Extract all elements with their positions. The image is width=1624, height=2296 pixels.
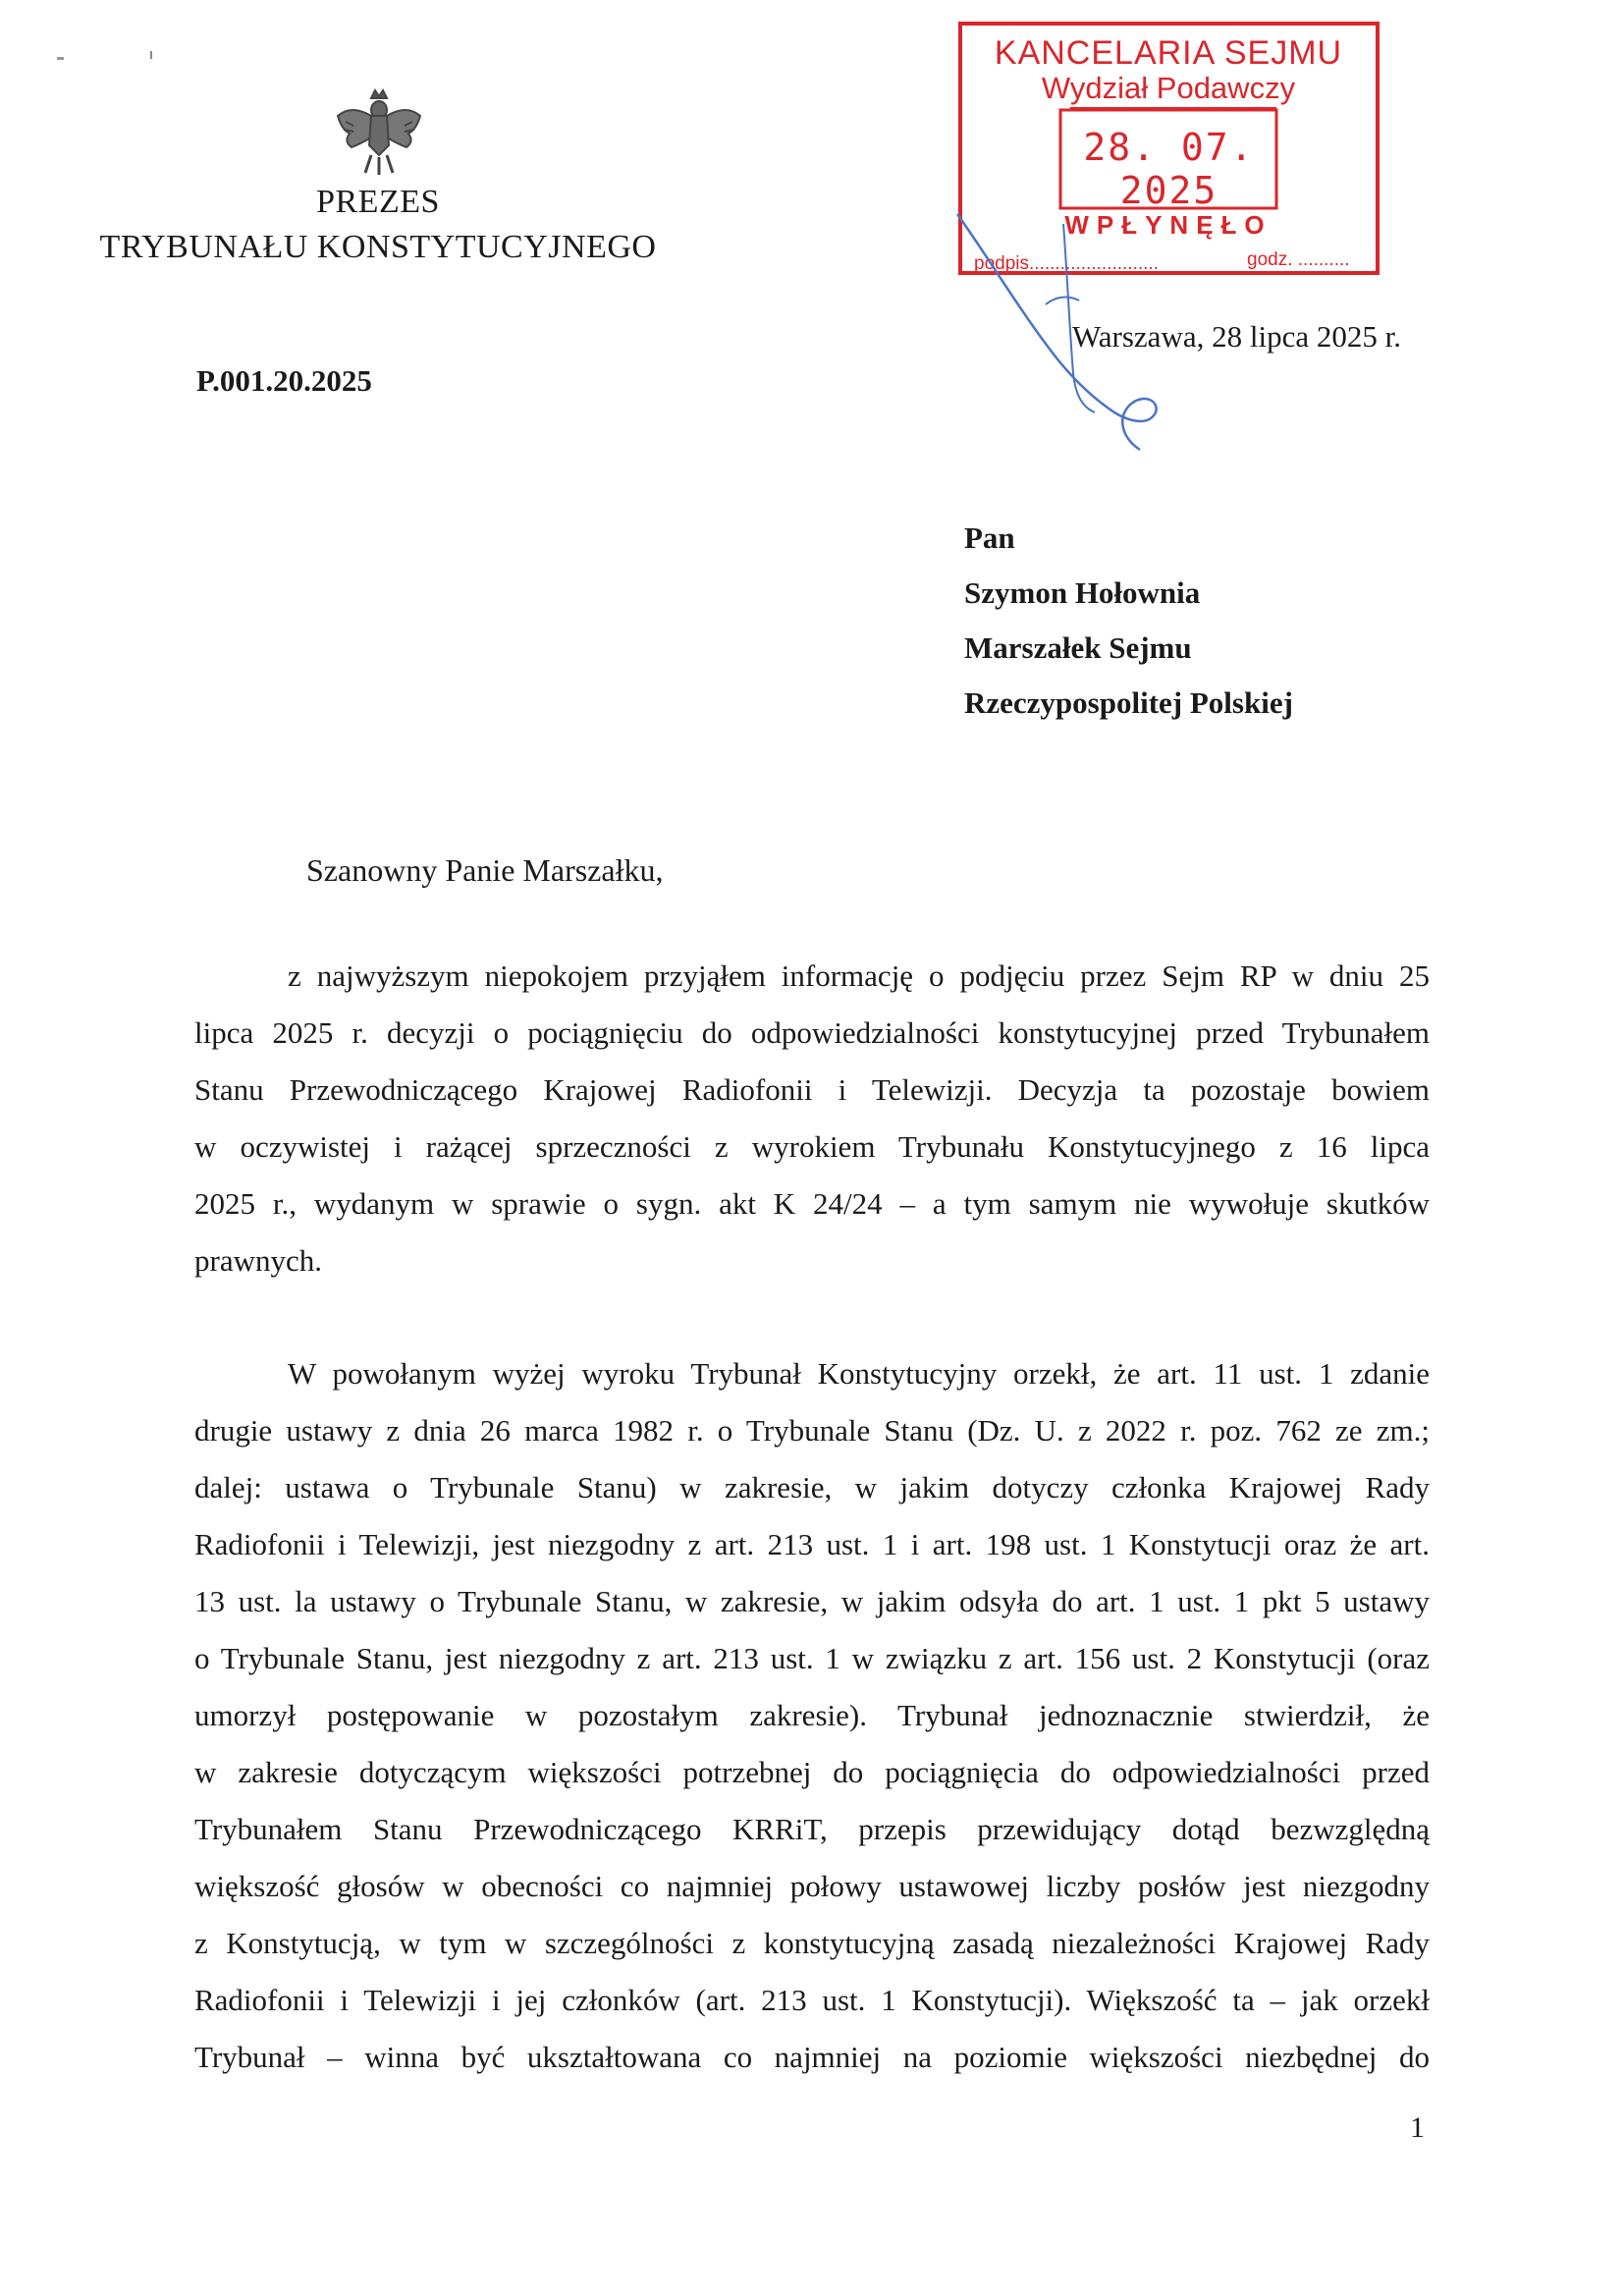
place-and-date: Warszawa, 28 lipca 2025 r. <box>1072 319 1401 354</box>
text-line: drugie ustawy z dnia 26 marca 1982 r. o Trybunale Stanu (Dz. U. z 2022 r. poz. 762 ze zm.; <box>194 1413 1430 1448</box>
paragraph-2 <box>194 1345 1430 2086</box>
stamp-date: 28. 07. 2025 <box>1083 126 1255 212</box>
stamp-received: WPŁYNĘŁO <box>1064 210 1272 240</box>
paragraph-1 <box>194 948 1430 1289</box>
text-line: Radiofonii i Telewizji, jest niezgodny z art. 213 ust. 1 i art. 198 ust. 1 Konstytucji oraz że art. <box>194 1527 1430 1561</box>
text-line: w oczywistej i rażącej sprzeczności z wyrokiem Trybunału Konstytucyjnego z 16 lipca <box>194 1129 1430 1164</box>
stamp-hour-field: godz. .......... <box>1247 249 1350 270</box>
text-line: Radiofonii i Telewizji i jej członków (art. 213 ust. 1 Konstytucji). Większość ta – jak orzekł <box>194 1983 1430 2017</box>
text-line: umorzył postępowanie w pozostałym zakresie). Trybunał jednoznacznie stwierdził, że <box>194 1698 1430 1732</box>
polish-eagle-emblem-icon <box>332 86 426 177</box>
stamp-department: Wydział Podawczy <box>1041 71 1296 105</box>
salutation: Szanowny Panie Marszałku, <box>306 852 664 888</box>
text-line: lipca 2025 r. decyzji o pociągnięciu do odpowiedzialności konstytucyjnej przed Trybunałem <box>194 1015 1430 1050</box>
addressee-line: Pan <box>964 520 1015 555</box>
text-line: Trybunał – winna być ukształtowana co najmniej na poziomie większości niezbędnej do <box>194 2040 1430 2074</box>
organization-title: PREZES <box>316 184 440 220</box>
stamp-signature-field: podpis......................... <box>974 253 1159 274</box>
organization-subtitle: TRYBUNAŁU KONSTYTUCYJNEGO <box>99 229 657 265</box>
organization-name <box>59 180 697 270</box>
text-line: Stanu Przewodniczącego Krajowej Radiofonii i Telewizji. Decyzja ta pozostaje bowiem <box>194 1072 1430 1107</box>
text-line: 13 ust. la ustawy o Trybunale Stanu, w zakresie, w jakim odsyła do art. 1 ust. 1 pkt 5 ustawy <box>194 1584 1430 1618</box>
addressee-line: Szymon Hołownia <box>964 575 1201 610</box>
text-line: w zakresie dotyczącym większości potrzebnej do pociągnięcia do odpowiedzialności przed <box>194 1755 1430 1789</box>
page-number: 1 <box>1410 2111 1425 2144</box>
text-line: Trybunałem Stanu Przewodniczącego KRRiT, przepis przewidujący dotąd bezwzględną <box>194 1812 1430 1846</box>
addressee-line: Marszałek Sejmu <box>964 630 1192 665</box>
text-line: większość głosów w obecności co najmniej połowy ustawowej liczby posłów jest niezgodny <box>194 1869 1430 1903</box>
text-line: W powołanym wyżej wyroku Trybunał Konstytucyjny orzekł, że art. 11 ust. 1 zdanie <box>288 1356 1430 1391</box>
text-line: z Konstytucją, w tym w szczególności z konstytucyjną zasadą niezależności Krajowej Rady <box>194 1926 1430 1960</box>
reference-number: P.001.20.2025 <box>196 363 372 398</box>
stamp-title: KANCELARIA SEJMU <box>994 34 1343 72</box>
text-line: 2025 r., wydanym w sprawie o sygn. akt K 24/24 – a tym samym nie wywołuje skutków <box>194 1186 1430 1221</box>
addressee-block <box>964 511 1293 731</box>
text-line: dalej: ustawa o Trybunale Stanu) w zakresie, w jakim dotyczy członka Krajowej Rady <box>194 1470 1430 1504</box>
text-line: o Trybunale Stanu, jest niezgodny z art. 213 ust. 1 w związku z art. 156 ust. 2 Konstytucji (oraz <box>194 1641 1430 1675</box>
text-line: prawnych. <box>194 1243 322 1278</box>
scan-specks <box>51 47 169 67</box>
addressee-line: Rzeczypospolitej Polskiej <box>964 685 1293 720</box>
text-line: z najwyższym niepokojem przyjąłem informację o podjęciu przez Sejm RP w dniu 25 <box>288 958 1430 993</box>
